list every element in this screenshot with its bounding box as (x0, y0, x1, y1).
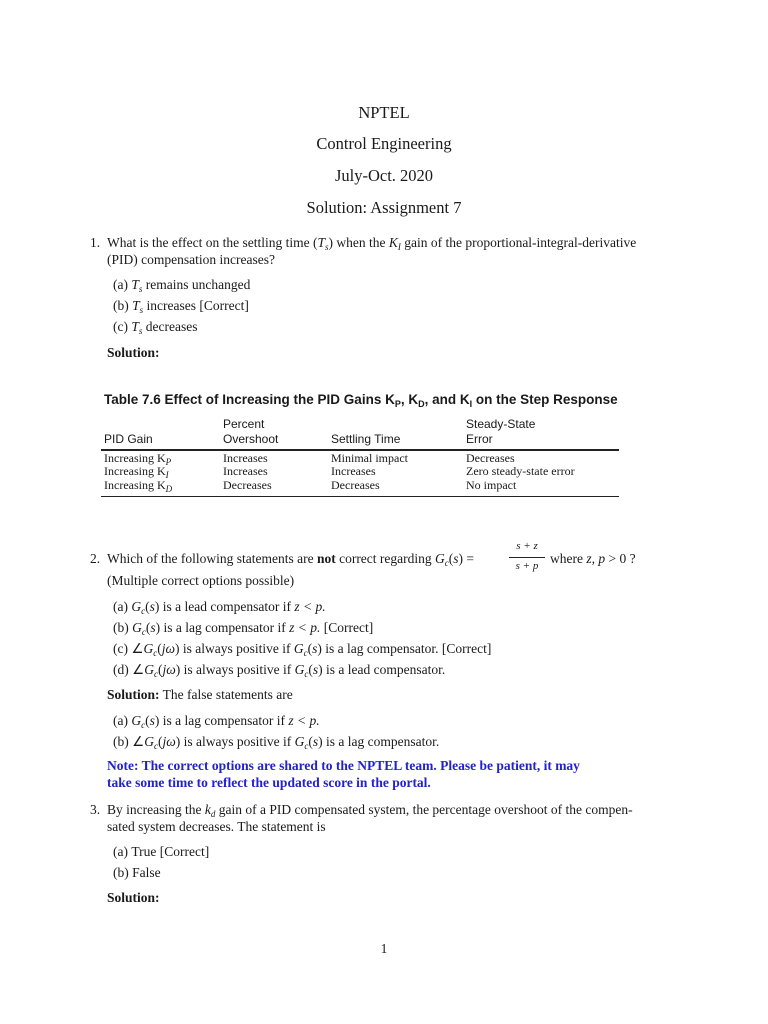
table-caption: Table 7.6 Effect of Increasing the PID Gains $K_P$, $K_D$, and $K_I$ on the Step Response (104, 392, 618, 409)
q3-text: By increasing the $k_d$ gain of a PID compensated system, the percentage overshoot of the compen- (107, 802, 633, 819)
row-overshoot: Decreases (223, 478, 272, 492)
q2-text-line2: (Multiple correct options possible) (107, 573, 295, 588)
q2-false-option-b: (b) $\angle G_c(j\omega)$ is always positive if $G_c(s)$ is a lag compensator. (113, 734, 440, 751)
q1-text: What is the effect on the settling time $(T_s)$ when the $K_I$ gain of the proportional-integral-derivative (107, 235, 637, 252)
q2-text: Which of the following statements are not correct regarding $G_c(s)$ = (107, 551, 475, 568)
q3-number: 3. (90, 802, 101, 817)
q2-option-d: (d) $\angle G_c(j\omega)$ is always positive if $G_c(s)$ is a lead compensator. (113, 662, 446, 679)
q2-option-c: (c) $\angle G_c(j\omega)$ is always positive if $G_c(s)$ is a lag compensator. [Correct] (113, 641, 492, 658)
q2-number: 2. (90, 551, 101, 566)
q1-option-c: (c) $T_s$ decreases (113, 319, 198, 336)
q2-solution: Solution: The false statements are (107, 687, 293, 702)
table-bottom-rule (101, 496, 619, 497)
q3-text-line2: sated system decreases. The statement is (107, 819, 326, 834)
header-settling-time: Settling Time (331, 432, 401, 446)
fraction-numerator: s + z (516, 540, 538, 552)
header-overshoot: Overshoot (223, 432, 279, 446)
q1-option-a: (a) $T_s$ remains unchanged (113, 277, 251, 294)
row-error: Zero steady-state error (466, 464, 575, 478)
row-settling: Increases (331, 464, 376, 478)
fraction-bar (509, 557, 545, 558)
q1-option-b: (b) $T_s$ increases [Correct] (113, 298, 249, 315)
q3-option-a: (a) True [Correct] (113, 844, 210, 859)
doc-title-assignment: Solution: Assignment 7 (306, 198, 462, 217)
q2-option-a: (a) $G_c(s)$ is a lead compensator if z < p. (113, 599, 326, 616)
header-error: Error (466, 432, 493, 446)
row-error: Decreases (466, 451, 515, 465)
row-overshoot: Increases (223, 464, 268, 478)
q1-text-line2: (PID) compensation increases? (107, 252, 275, 267)
fraction-denominator: s + p (515, 560, 539, 572)
doc-title-term: July-Oct. 2020 (334, 166, 434, 185)
q1-number: 1. (90, 235, 101, 250)
q3-solution-label: Solution: (107, 890, 160, 905)
row-gain: Increasing $K_D$ (104, 478, 173, 494)
row-overshoot: Increases (223, 451, 268, 465)
header-pid-gain: PID Gain (104, 432, 153, 446)
note-line-2: take some time to reflect the updated score in the portal. (107, 775, 431, 790)
note-line-1: Note: The correct options are shared to the NPTEL team. Please be patient, it may (107, 758, 580, 773)
row-error: No impact (466, 478, 517, 492)
q1-solution-label: Solution: (107, 345, 160, 360)
page-number: 1 (380, 941, 388, 956)
row-settling: Decreases (331, 478, 380, 492)
q2-false-option-a: (a) $G_c(s)$ is a lag compensator if z < p. (113, 713, 320, 730)
header-steady-state: Steady-State (466, 417, 536, 431)
row-gain: Increasing $K_P$ (104, 451, 172, 467)
doc-title-course: Control Engineering (316, 134, 452, 153)
q3-option-b: (b) False (113, 865, 161, 880)
header-percent: Percent (223, 417, 265, 431)
row-gain: Increasing $K_I$ (104, 464, 169, 480)
q2-option-b: (b) $G_c(s)$ is a lag compensator if z < p. [Correct] (113, 620, 374, 637)
q2-text-tail: where z, p > 0 ? (550, 551, 636, 566)
doc-title-nptel: NPTEL (358, 103, 410, 122)
row-settling: Minimal impact (331, 451, 408, 465)
